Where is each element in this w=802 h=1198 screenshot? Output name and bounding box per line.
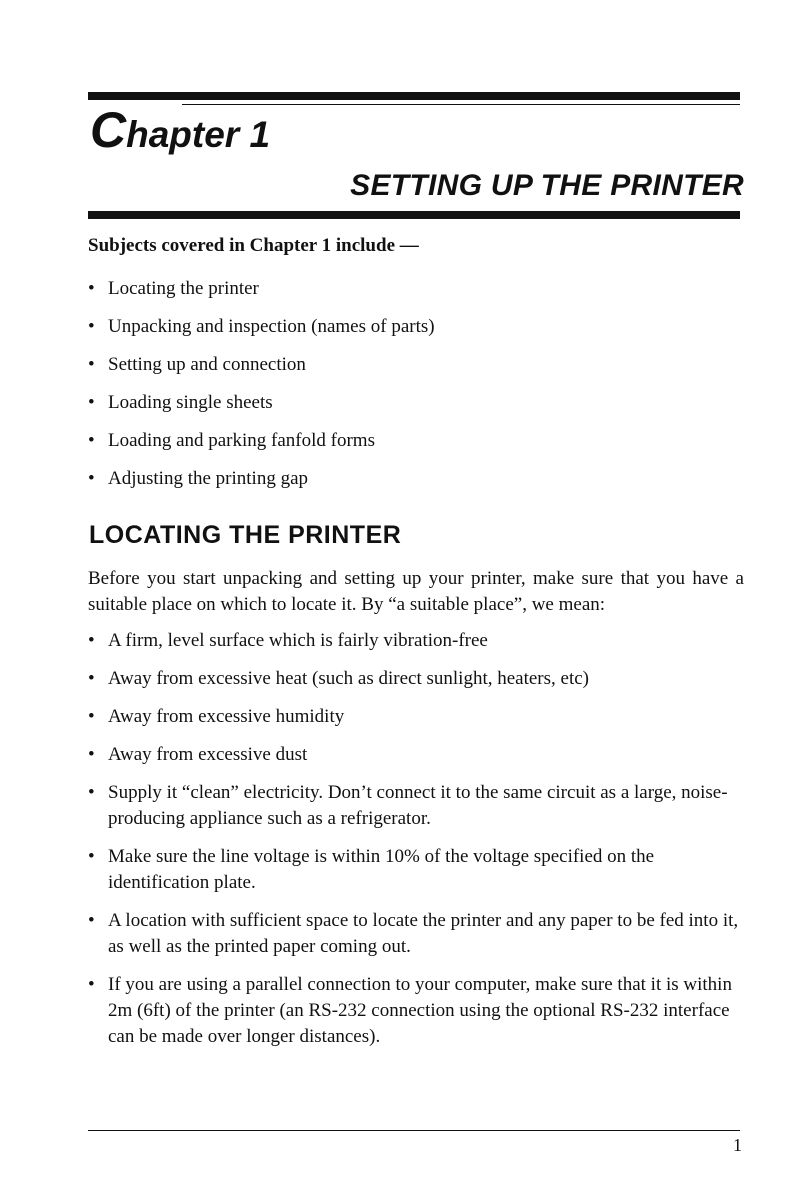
list-item [88, 466, 744, 492]
top-thin-rule [182, 104, 740, 105]
bullet-icon: • [88, 706, 95, 727]
list-item [88, 428, 744, 454]
list-item-text: Adjusting the printing gap [108, 468, 309, 489]
section-heading: LOCATING THE PRINTER [89, 521, 402, 549]
bullet-icon: • [88, 468, 95, 489]
bullet-icon: • [88, 846, 95, 867]
bullet-icon: • [88, 910, 95, 931]
list-item-text: Locating the printer [108, 278, 259, 299]
list-item [88, 908, 744, 960]
page-number: 1 [733, 1135, 742, 1155]
chapter-label-rest: hapter 1 [126, 114, 271, 155]
list-item-text: If you are using a parallel connection to your computer, make sure that it is within 2m (6ft) of the printer (an RS-232 connection using the optional RS-232 interface can be made over longer distances). [108, 974, 732, 1047]
list-item [88, 704, 744, 730]
bullet-icon: • [88, 782, 95, 803]
bullet-icon: • [88, 316, 95, 337]
list-item-text: A firm, level surface which is fairly vibration-free [108, 630, 488, 651]
list-item [88, 390, 744, 416]
list-item [88, 666, 744, 692]
list-item-text: Unpacking and inspection (names of parts) [108, 316, 435, 337]
location-requirements-list [88, 628, 744, 1062]
bullet-icon: • [88, 354, 95, 375]
top-thick-rule [88, 92, 740, 100]
list-item-text: Make sure the line voltage is within 10% of the voltage specified on the identification plate. [108, 846, 655, 893]
footer-rule [88, 1130, 740, 1131]
list-item [88, 972, 744, 1050]
list-item-text: Loading single sheets [108, 392, 273, 413]
bullet-icon: • [88, 278, 95, 299]
list-item-text: Away from excessive humidity [108, 706, 345, 727]
list-item [88, 780, 744, 832]
bullet-icon: • [88, 668, 95, 689]
bullet-icon: • [88, 392, 95, 413]
list-item-text: Supply it “clean” electricity. Don’t connect it to the same circuit as a large, noise-producing appliance such as a refrigerator. [108, 782, 728, 829]
list-item [88, 314, 744, 340]
chapter-initial: C [90, 102, 127, 158]
chapter-label [90, 102, 271, 159]
list-item [88, 742, 744, 768]
list-item-text: Away from excessive dust [108, 744, 308, 765]
subjects-heading: Subjects covered in Chapter 1 include — [88, 235, 419, 256]
bullet-icon: • [88, 430, 95, 451]
chapter-title: SETTING UP THE PRINTER [350, 169, 744, 202]
list-item-text: Loading and parking fanfold forms [108, 430, 375, 451]
subjects-list [88, 276, 744, 504]
list-item [88, 628, 744, 654]
section-intro: Before you start unpacking and setting up your printer, make sure that you have a suitable place on which to locate it. By “a suitable place”, we mean: [88, 568, 744, 615]
title-thick-rule [88, 211, 740, 219]
list-item-text: A location with sufficient space to locate the printer and any paper to be fed into it, as well as the printed paper coming out. [108, 910, 739, 957]
list-item [88, 276, 744, 302]
list-item-text: Setting up and connection [108, 354, 306, 375]
list-item [88, 352, 744, 378]
bullet-icon: • [88, 744, 95, 765]
list-item-text: Away from excessive heat (such as direct sunlight, heaters, etc) [108, 668, 589, 689]
bullet-icon: • [88, 974, 95, 995]
list-item [88, 844, 744, 896]
bullet-icon: • [88, 630, 95, 651]
